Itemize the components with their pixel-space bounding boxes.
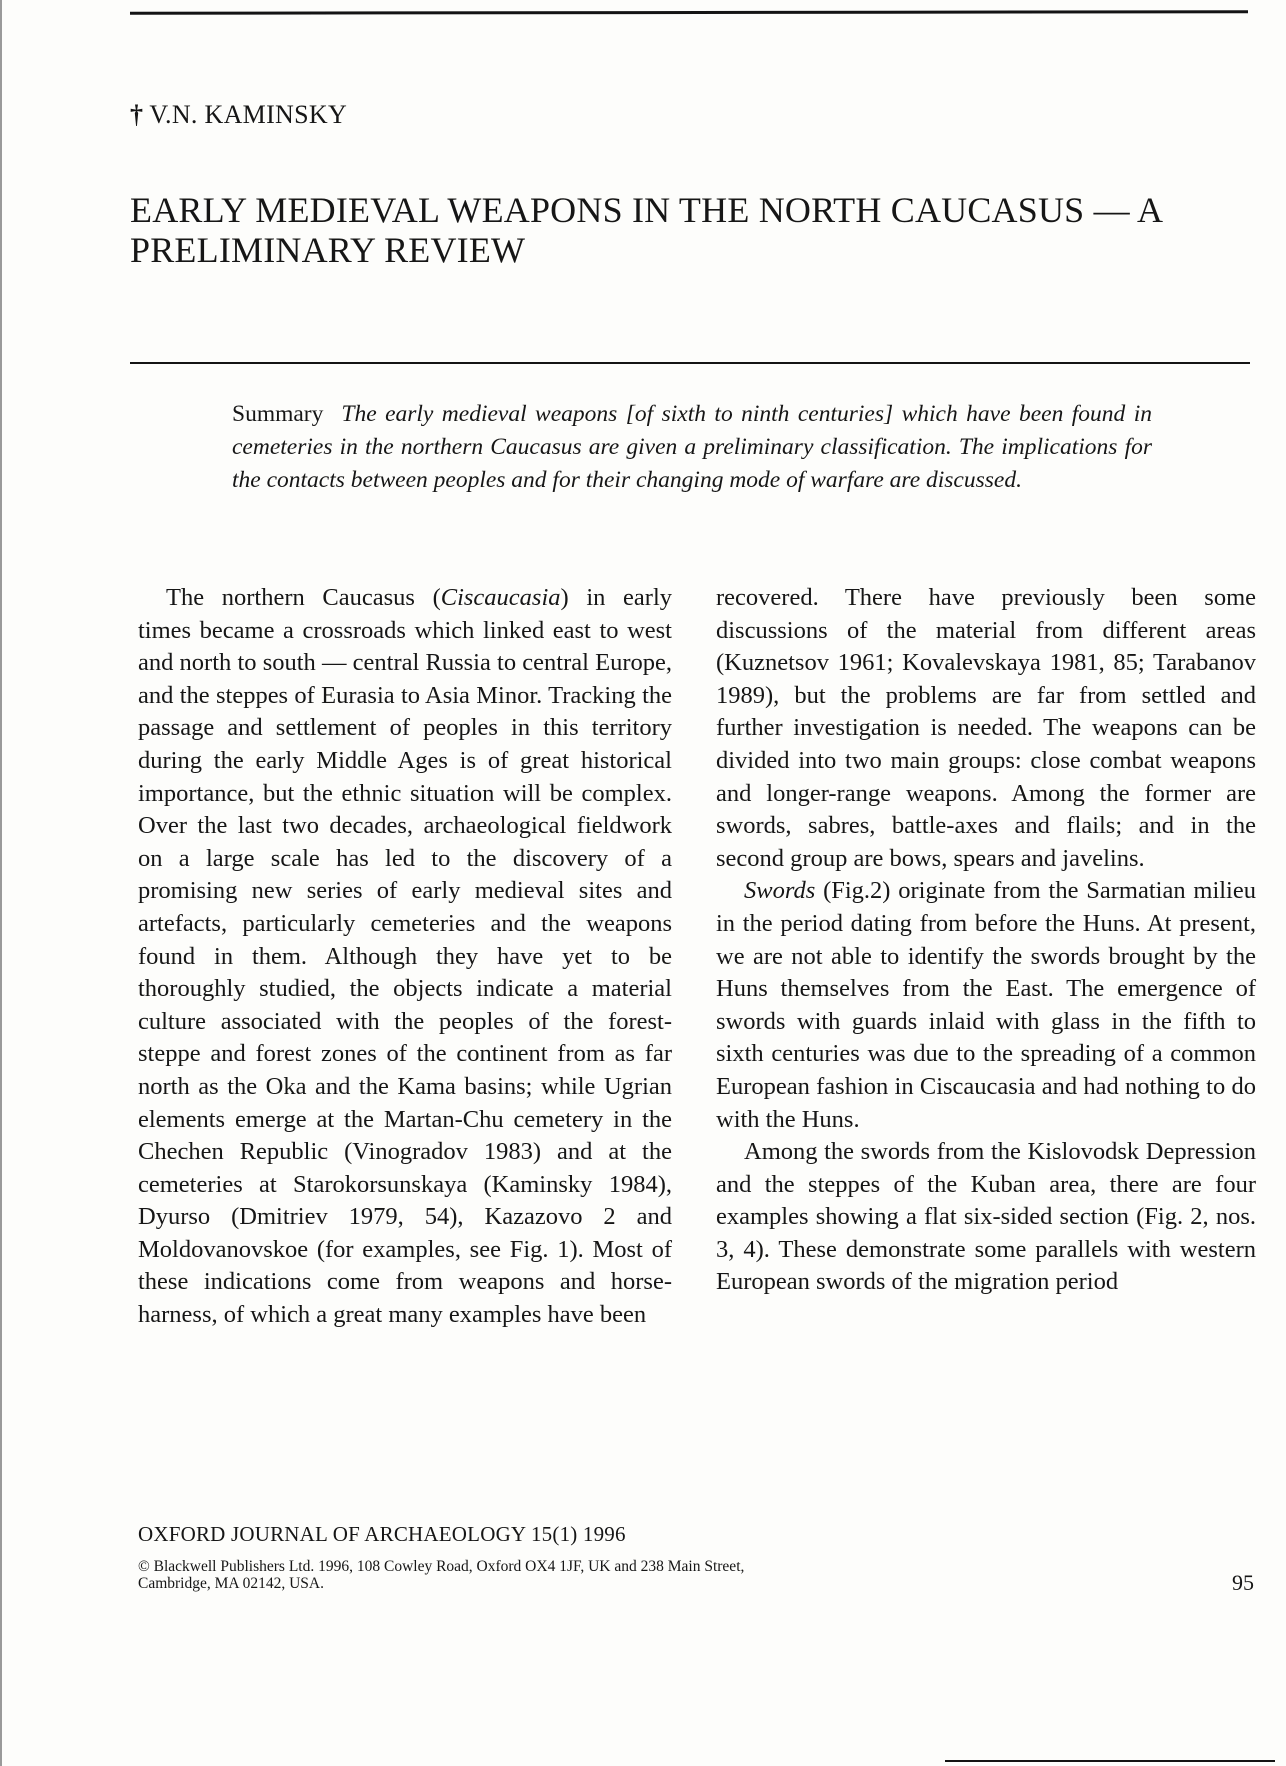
article-title: EARLY MEDIEVAL WEAPONS IN THE NORTH CAUCASUS — A PRELIMINARY REVIEW xyxy=(130,190,1162,270)
section-term-swords: Swords xyxy=(744,877,816,905)
body-paragraph: Among the swords from the Kislovodsk Depression and the steppes of the Kuban area, there are four examples showing a flat six-sided section (Fig. 2, nos. 3, 4). These demonstrate some parallels with western European swords of the migration period xyxy=(716,1138,1256,1296)
deceased-cross-icon: † xyxy=(130,100,144,129)
title-rule xyxy=(130,362,1250,364)
body-text-italic: Ciscaucasia xyxy=(440,584,561,611)
page-edge-shadow xyxy=(0,0,2,1766)
summary-text: The early medieval weapons [of sixth to ninth centuries] which have been found in cemeteries in the northern Caucasus are given a preliminary classification. The implications for the contacts between peoples and for their changing mode of warfare are discussed. xyxy=(232,401,1152,493)
body-column-right xyxy=(716,582,1256,1299)
copyright-notice: © Blackwell Publishers Ltd. 1996, 108 Cowley Road, Oxford OX4 1JF, UK and 238 Main Street, Cambridge, MA 02142, USA. xyxy=(138,1558,745,1592)
summary-label: Summary xyxy=(232,401,324,427)
bottom-rule xyxy=(945,1760,1275,1762)
body-text-segment: The northern Caucasus ( xyxy=(166,584,441,611)
page-number: 95 xyxy=(1232,1570,1254,1595)
author-line xyxy=(130,100,347,130)
top-rule xyxy=(130,10,1248,15)
summary-block xyxy=(232,398,1152,497)
body-paragraph: recovered. There have previously been some discussions of the material from different areas (Kuznetsov 1961; Kovalevskaya 1981, 85; Tarabanov 1989), but the problems are far from settled and further investigation is needed. The weapons can be divided into two main groups: close combat weapons and longer-range weapons. Among the former are swords, sabres, battle-axes and flails; and in the second group are bows, spears and javelins. xyxy=(716,584,1256,872)
body-text-segment: (Fig.2) originate from the Sarmatian milieu in the period dating from before the Huns. At present, we are not able to identify the swords brought by the Huns themselves from the East. The emergence of swords with guards inlaid with glass in the fifth to sixth centuries was due to the spreading of a common European fashion in Ciscaucasia and had nothing to do with the Huns. xyxy=(716,877,1256,1133)
body-text-segment: ) in early times became a crossroads which linked east to west and north to south — central Russia to central Europe, and the steppes of Eurasia to Asia Minor. Tracking the passage and settlement of peoples in this territory during the early Middle Ages is of great historical importance, but the ethnic situation will be complex. Over the last two decades, archaeological fieldwork on a large scale has led to the discovery of a promising new series of early medieval sites and artefacts, particularly cemeteries and the weapons found in them. Although they have yet to be thoroughly studied, the objects indicate a material culture associated with the peoples of the forest-steppe and forest zones of the continent from as far north as the Oka and the Kama basins; while Ugrian elements emerge at the Martan-Chu cemetery in the Chechen Republic (Vinogradov 1983) and at the cemeteries at Starokorsunskaya (Kaminsky 1984), Dyurso (Dmitriev 1979, 54), Kazazovo 2 and Moldovanovskoe (for examples, see Fig. 1). Most of these indications come from weapons and horse-harness, of which a great many examples have been xyxy=(138,584,672,1329)
body-column-left xyxy=(138,582,672,1332)
journal-citation: OXFORD JOURNAL OF ARCHAEOLOGY 15(1) 1996 xyxy=(138,1522,626,1546)
author-name: V.N. KAMINSKY xyxy=(149,100,348,129)
body-paragraph xyxy=(716,875,1256,1136)
body-paragraph xyxy=(138,582,672,1332)
